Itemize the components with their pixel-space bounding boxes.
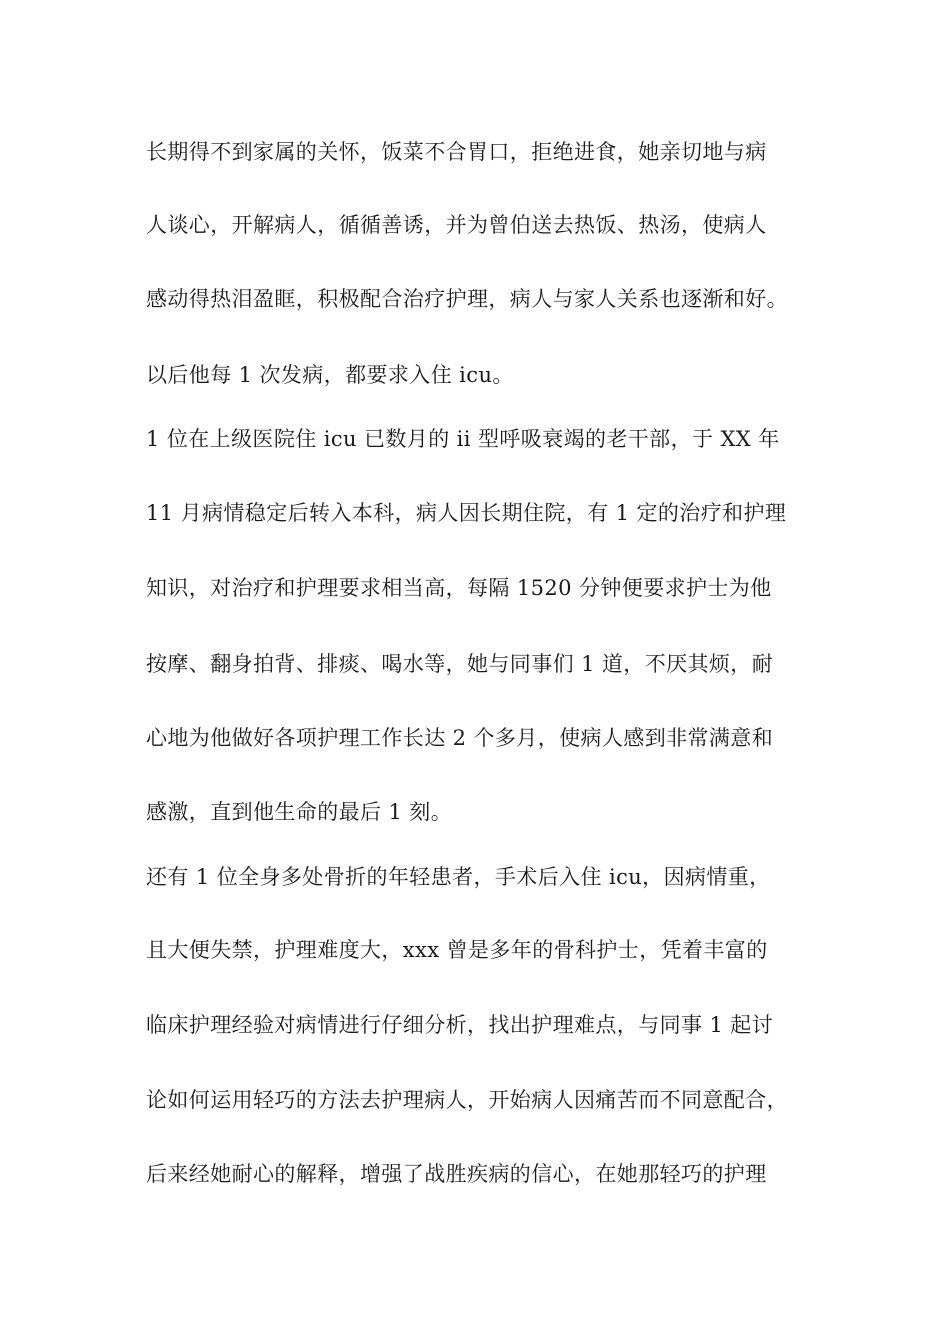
text-line: 按摩、翻身拍背、排痰、喝水等，她与同事们 1 道，不厌其烦，耐 [146, 652, 774, 676]
text-line: 1 位在上级医院住 icu 已数月的 ii 型呼吸衰竭的老干部，于 XX 年 [146, 427, 780, 451]
text-line: 11 月病情稳定后转入本科，病人因长期住院，有 1 定的治疗和护理 [146, 501, 787, 525]
text-line: 论如何运用轻巧的方法去护理病人，开始病人因痛苦而不同意配合， [146, 1088, 788, 1112]
text-line: 感激，直到他生命的最后 1 刻。 [146, 800, 453, 824]
text-line: 还有 1 位全身多处骨折的年轻患者，手术后入住 icu，因病情重， [146, 865, 771, 889]
text-line: 知识，对治疗和护理要求相当高，每隔 1520 分钟便要求护士为他 [146, 576, 772, 600]
text-line: 人谈心，开解病人，循循善诱，并为曾伯送去热饭、热汤，使病人 [146, 213, 767, 237]
text-line: 临床护理经验对病情进行仔细分析，找出护理难点，与同事 1 起讨 [146, 1013, 774, 1037]
text-line: 心地为他做好各项护理工作长达 2 个多月，使病人感到非常满意和 [146, 726, 774, 750]
text-line: 感动得热泪盈眶，积极配合治疗护理，病人与家人关系也逐渐和好。 [146, 287, 788, 311]
text-line: 长期得不到家属的关怀，饭菜不合胃口，拒绝进食，她亲切地与病 [146, 140, 767, 164]
text-line: 以后他每 1 次发病，都要求入住 icu。 [146, 363, 514, 387]
text-line: 且大便失禁，护理难度大，xxx 曾是多年的骨科护士，凭着丰富的 [146, 938, 768, 962]
text-line: 后来经她耐心的解释，增强了战胜疾病的信心，在她那轻巧的护理 [146, 1162, 767, 1186]
